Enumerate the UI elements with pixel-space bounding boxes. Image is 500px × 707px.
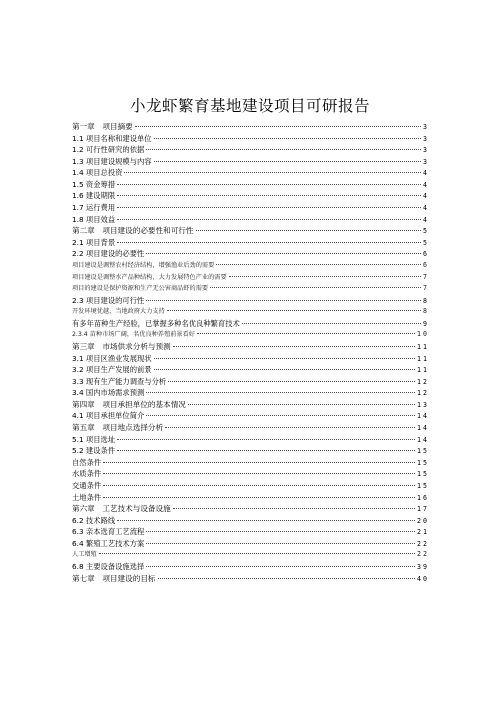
toc-dot-leader: [117, 520, 415, 521]
toc-entry-label: 交通条件: [72, 480, 102, 490]
toc-page-number: 11: [417, 366, 429, 375]
toc-dot-leader: [146, 543, 415, 544]
toc-entry[interactable]: [72, 295, 429, 307]
toc-entry-label: 1.7 运行费用: [72, 203, 116, 213]
toc-dot-leader: [117, 439, 415, 440]
toc-entry-label: 3.4 国内市场需求预测: [72, 388, 145, 398]
toc-page-number: 12: [417, 377, 429, 386]
toc-entry-label: 人工增殖: [72, 551, 97, 559]
toc-entry-label: 土地条件: [72, 492, 102, 502]
toc-page-number: 7: [423, 284, 429, 293]
toc-entry[interactable]: [72, 410, 429, 422]
toc-entry-label: 6.2 技术路线: [72, 515, 116, 525]
toc-page-number: 4: [423, 215, 429, 224]
toc-entry-label: 1.5 资金筹措: [72, 179, 116, 189]
toc-dot-leader: [188, 404, 415, 405]
toc-dot-leader: [146, 415, 415, 416]
toc-page-number: 6: [423, 250, 429, 259]
toc-chapter-entry[interactable]: [72, 573, 429, 585]
toc-dot-leader: [103, 462, 415, 463]
toc-entry[interactable]: [72, 190, 429, 202]
toc-entry-label: 6.8 主要设备设施选择: [72, 561, 145, 571]
toc-entry-label: 第四章 项目承担单位的基本情况: [72, 399, 186, 409]
toc-entry[interactable]: [72, 237, 429, 249]
toc-dot-leader: [154, 369, 415, 370]
toc-dot-leader: [229, 276, 421, 277]
toc-entry-label: 5.1 项目选址: [72, 434, 116, 444]
toc-dot-leader: [173, 346, 415, 347]
toc-entry-label: 1.2 可行性研究的依据: [72, 145, 145, 155]
toc-entry[interactable]: [72, 445, 429, 457]
toc-entry[interactable]: [72, 156, 429, 168]
toc-entry[interactable]: [72, 144, 429, 156]
toc-page-number: 14: [417, 424, 429, 433]
toc-dot-leader: [154, 161, 421, 162]
toc-dot-leader: [103, 485, 415, 486]
toc-dot-leader: [99, 553, 415, 554]
toc-entry[interactable]: [72, 329, 429, 341]
toc-page-number: 15: [417, 470, 429, 479]
toc-page-number: 10: [417, 330, 429, 339]
toc-entry[interactable]: [72, 260, 429, 272]
toc-page-number: 5: [423, 227, 429, 236]
toc-chapter-entry[interactable]: [72, 422, 429, 434]
toc-page-number: 13: [417, 400, 429, 409]
toc-entry[interactable]: [72, 364, 429, 376]
toc-entry-label: 6.3 亲本选育工艺流程: [72, 527, 145, 537]
toc-page-number: 8: [423, 296, 429, 305]
toc-page-number: 22: [417, 550, 429, 559]
toc-entry-label: 自然条件: [72, 457, 102, 467]
toc-entry-label: 4.1 项目承担单位简介: [72, 411, 145, 421]
toc-entry[interactable]: [72, 376, 429, 388]
toc-entry-label: 1.1 项目名称和建设单位: [72, 133, 152, 143]
toc-dot-leader: [146, 566, 415, 567]
toc-page-number: 15: [417, 481, 429, 490]
toc-dot-leader: [168, 381, 415, 382]
toc-entry[interactable]: [72, 434, 429, 446]
toc-dot-leader: [173, 508, 415, 509]
toc-dot-leader: [117, 242, 421, 243]
toc-dot-leader: [165, 427, 415, 428]
toc-page-number: 16: [417, 493, 429, 502]
toc-chapter-entry[interactable]: [72, 341, 429, 353]
toc-entry[interactable]: [72, 480, 429, 492]
toc-entry[interactable]: [72, 248, 429, 260]
toc-entry[interactable]: [72, 457, 429, 469]
toc-entry-label: 第二章 项目建设的必要性和可行性: [72, 226, 194, 236]
toc-entry[interactable]: [72, 283, 429, 295]
toc-page-number: 15: [417, 447, 429, 456]
toc-page-number: 17: [417, 505, 429, 514]
toc-chapter-entry[interactable]: [72, 121, 429, 133]
toc-page-number: 8: [423, 307, 429, 316]
toc-entry-label: 5.2 建设条件: [72, 446, 116, 456]
toc-entry[interactable]: [72, 179, 429, 191]
toc-page-number: 3: [423, 123, 429, 131]
toc-dot-leader: [146, 149, 421, 150]
toc-entry-label: 1.3 项目建设规模与内容: [72, 156, 152, 166]
table-of-contents: [72, 121, 429, 584]
toc-entry[interactable]: [72, 318, 429, 330]
toc-dot-leader: [146, 531, 415, 532]
toc-dot-leader: [117, 184, 421, 185]
toc-entry-label: 项目建设是调整农村经济结构，增强渔业后劲的需要: [72, 261, 215, 269]
toc-page-number: 14: [417, 412, 429, 421]
toc-chapter-entry[interactable]: [72, 503, 429, 515]
toc-entry-label: 1.6 建设期限: [72, 191, 116, 201]
toc-dot-leader: [135, 126, 421, 127]
toc-chapter-entry[interactable]: [72, 225, 429, 237]
toc-entry[interactable]: [72, 353, 429, 365]
toc-dot-leader: [146, 392, 415, 393]
toc-entry-label: 有多年苗种生产经验，已掌握多种名优良种繁育技术: [72, 318, 240, 328]
toc-page-number: 3: [423, 134, 429, 143]
toc-entry-label: 6.4 繁殖工艺技术方案: [72, 538, 145, 548]
toc-entry[interactable]: [72, 549, 429, 561]
toc-dot-leader: [146, 300, 421, 301]
toc-entry-label: 2.3.4 苗种市场广阔，名优良种养殖前景看好: [72, 331, 195, 339]
toc-entry-label: 水质条件: [72, 469, 102, 479]
toc-entry-label: 1.8 项目效益: [72, 214, 116, 224]
toc-entry[interactable]: [72, 202, 429, 214]
toc-page-number: 4: [423, 192, 429, 201]
toc-page-number: 20: [417, 516, 429, 525]
toc-entry[interactable]: [72, 133, 429, 145]
toc-entry[interactable]: [72, 272, 429, 284]
toc-page-number: 3: [423, 146, 429, 155]
toc-dot-leader: [103, 473, 415, 474]
toc-entry[interactable]: [72, 167, 429, 179]
toc-page-number: 3: [423, 157, 429, 166]
toc-page-number: 15: [417, 458, 429, 467]
document-title: 小龙虾繁育基地建设项目可研报告: [129, 97, 370, 115]
toc-entry[interactable]: [72, 387, 429, 399]
toc-page-number: 21: [417, 528, 429, 537]
toc-dot-leader: [117, 450, 415, 451]
toc-page-number: 40: [417, 574, 429, 583]
toc-entry-label: 2.3 项目建设的可行性: [72, 295, 145, 305]
toc-page-number: 11: [417, 354, 429, 363]
toc-page-number: 12: [417, 389, 429, 398]
toc-entry-label: 2.1 项目背景: [72, 237, 116, 247]
toc-entry-label: 第三章 市场供求分析与预测: [72, 341, 171, 351]
toc-entry[interactable]: [72, 214, 429, 226]
toc-dot-leader: [210, 287, 421, 288]
toc-dot-leader: [146, 253, 421, 254]
toc-page-number: 4: [423, 169, 429, 178]
toc-dot-leader: [154, 138, 421, 139]
toc-page-number: 5: [423, 238, 429, 247]
toc-page-number: 11: [417, 342, 429, 351]
toc-dot-leader: [154, 358, 415, 359]
toc-entry-label: 第七章 项目建设的目标: [72, 573, 156, 583]
toc-entry[interactable]: [72, 492, 429, 504]
toc-page-number: 4: [423, 204, 429, 213]
toc-dot-leader: [196, 230, 422, 231]
toc-entry[interactable]: [72, 515, 429, 527]
toc-dot-leader: [117, 195, 421, 196]
toc-dot-leader: [197, 333, 415, 334]
toc-entry-label: 3.1 项目区渔业发展现状: [72, 353, 152, 363]
toc-dot-leader: [124, 172, 421, 173]
toc-entry[interactable]: [72, 468, 429, 480]
toc-dot-leader: [216, 264, 421, 265]
toc-entry-label: 项目的建设是保护资源和生产无公害商品虾的需要: [72, 285, 209, 293]
toc-entry-label: 2.2 项目建设的必要性: [72, 249, 145, 259]
toc-dot-leader: [242, 323, 421, 324]
toc-entry-label: 3.2 项目生产发展的前景: [72, 365, 152, 375]
toc-dot-leader: [103, 497, 415, 498]
toc-entry-label: 3.3 现有生产能力调查与分析: [72, 376, 167, 386]
toc-entry-label: 第六章 工艺技术与设备设施: [72, 504, 171, 514]
toc-page-number: 6: [423, 260, 429, 269]
toc-entry-label: 1.4 项目总投资: [72, 168, 123, 178]
toc-page-number: 7: [423, 272, 429, 281]
toc-dot-leader: [167, 310, 421, 311]
toc-dot-leader: [158, 578, 416, 579]
toc-entry[interactable]: [72, 306, 429, 318]
toc-dot-leader: [117, 219, 421, 220]
toc-page-number: 22: [417, 539, 429, 548]
toc-entry[interactable]: [72, 561, 429, 573]
toc-page-number: 14: [417, 435, 429, 444]
toc-dot-leader: [117, 207, 421, 208]
toc-entry-label: 第五章 项目地点选择分析: [72, 423, 164, 433]
toc-entry-label: 开发环境优越，当地政府大力支持: [72, 308, 165, 316]
toc-entry-label: 第一章 项目摘要: [72, 122, 133, 131]
toc-chapter-entry[interactable]: [72, 399, 429, 411]
toc-page-number: 9: [423, 319, 429, 328]
toc-page-number: 39: [417, 562, 429, 571]
toc-page-number: 4: [423, 180, 429, 189]
toc-entry[interactable]: [72, 526, 429, 538]
toc-entry[interactable]: [72, 538, 429, 550]
toc-entry-label: 项目建设是调整水产品种结构，大力发展特色产业的需要: [72, 273, 227, 281]
